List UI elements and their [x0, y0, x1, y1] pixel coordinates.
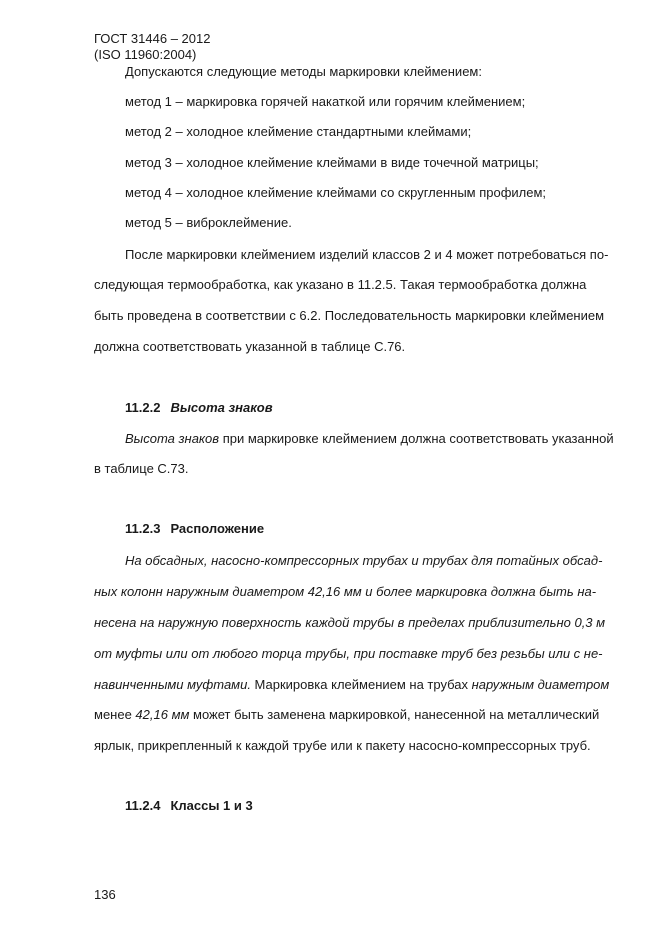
- document-header: [94, 31, 210, 63]
- paragraph-line: следующая термообработка, как указано в 11.2.5. Такая термообработка должна: [94, 277, 587, 292]
- paragraph-line: После маркировки клеймением изделий классов 2 и 4 может потребоваться по-: [125, 247, 609, 262]
- section-number: 11.2.2: [125, 400, 161, 415]
- section-title: Высота знаков: [170, 400, 273, 415]
- paragraph-line: быть проведена в соответствии с 6.2. Последовательность маркировки клеймением: [94, 308, 605, 323]
- page-number: 136: [94, 887, 116, 902]
- paragraph-line: [94, 707, 599, 723]
- section-number: 11.2.3: [125, 521, 161, 536]
- method-item: метод 1 – маркировка горячей накаткой или горячим клеймением;: [125, 94, 526, 109]
- text-run-italic: наружным диаметром: [471, 677, 610, 692]
- section-heading-11-2-2: [125, 400, 273, 416]
- paragraph-line: в таблице С.73.: [94, 461, 189, 476]
- text-run: менее: [94, 707, 136, 722]
- paragraph-line: ных колонн наружным диаметром 42,16 мм и более маркировка должна быть на-: [94, 584, 597, 599]
- paragraph-line: [94, 677, 609, 693]
- text-run-italic: 42,16 мм: [135, 707, 190, 722]
- text-run: может быть заменена маркировкой, нанесенной на металлический: [189, 707, 600, 722]
- paragraph-line: несена на наружную поверхность каждой трубы в пределах приблизительно 0,3 м: [94, 615, 606, 630]
- text-run: при маркировке клеймением должна соответствовать указанной: [219, 431, 614, 446]
- paragraph-line: от муфты или от любого торца трубы, при поставке труб без резьбы или с не-: [94, 646, 603, 661]
- term-italic: Высота знаков: [125, 431, 220, 446]
- methods-intro: Допускаются следующие методы маркировки клеймением:: [125, 64, 482, 79]
- paragraph-line: должна соответствовать указанной в таблице С.76.: [94, 339, 406, 354]
- paragraph-line: На обсадных, насосно-компрессорных трубах и трубах для потайных обсад-: [125, 553, 603, 568]
- paragraph-line: ярлык, прикрепленный к каждой трубе или к пакету насосно-компрессорных труб.: [94, 738, 591, 753]
- method-item: метод 5 – виброклеймение.: [125, 215, 292, 230]
- method-item: метод 2 – холодное клеймение стандартными клеймами;: [125, 124, 472, 139]
- section-heading-11-2-4: [125, 798, 253, 814]
- section-title: Классы 1 и 3: [170, 798, 253, 813]
- text-run: Маркировка клеймением на трубах: [250, 677, 472, 692]
- text-run-italic: навинченными муфтами.: [94, 677, 251, 692]
- paragraph-line: [125, 431, 614, 447]
- section-number: 11.2.4: [125, 798, 161, 813]
- method-item: метод 3 – холодное клеймение клеймами в виде точечной матрицы;: [125, 155, 539, 170]
- section-title: Расположение: [170, 521, 265, 536]
- standard-number: ГОСТ 31446 – 2012: [94, 31, 211, 46]
- section-heading-11-2-3: [125, 521, 264, 537]
- method-item: метод 4 – холодное клеймение клеймами со скругленным профилем;: [125, 185, 547, 200]
- iso-reference: (ISO 11960:2004): [94, 47, 197, 62]
